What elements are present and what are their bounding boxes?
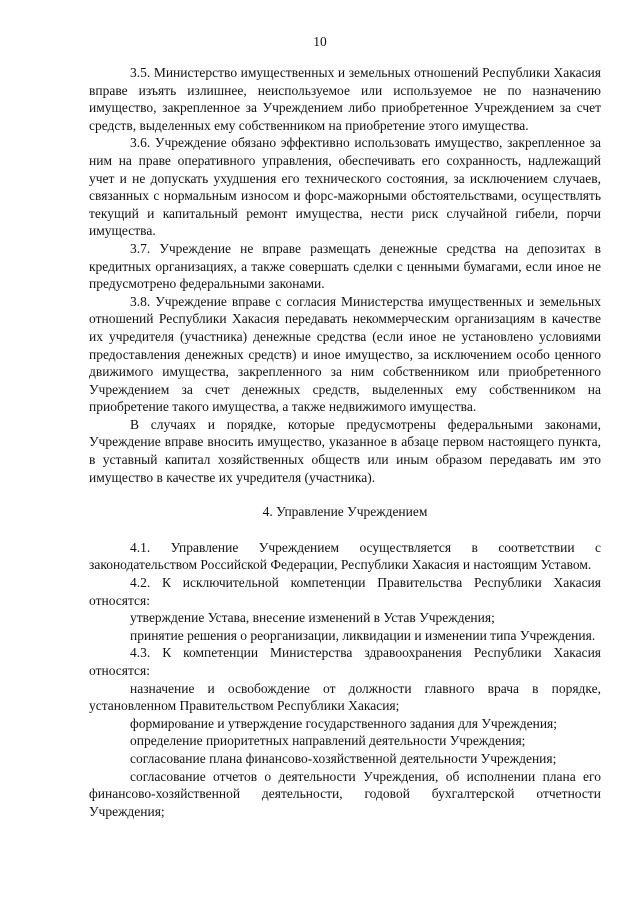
section-title: 4. Управление Учреждением (262, 504, 428, 520)
paragraph-3-6: 3.6. Учреждение обязано эффективно использовать имущество, закрепленное за ним на праве оперативного управления, обеспечивать его сохранность, надлежащий учет и не допускать ухудшения его технического состояния, за исключением случаев, связанных с нормальным износом и форс-мажорными обстоятельствами, осуществлять текущий и капитальный ремонт имущества, нести риск случайной гибели, порчи имущества. (89, 135, 601, 239)
paragraph-3-8-cont: В случаях и порядке, которые предусмотрены федеральными законами, Учреждение вправе вносить имущество, указанное в абзаце первом настоящего пункта, в уставный капитал хозяйственных обществ или иным образом передавать им это имущество в качестве их учредителя (участника). (89, 416, 601, 485)
list-item: формирование и утверждение государственного задания для Учреждения; (130, 715, 558, 731)
list-item: согласование плана финансово-хозяйственной деятельности Учреждения; (130, 750, 557, 766)
list-item: согласование отчетов о деятельности Учреждения, об исполнении плана его финансово-хозяйственной деятельности, годовой бухгалтерской отчетности Учреждения; (89, 768, 601, 819)
paragraph-3-7: 3.7. Учреждение не вправе размещать денежные средства на депозитах в кредитных организациях, а также совершать сделки с ценными бумагами, если иное не предусмотрено федеральными законами. (89, 240, 601, 292)
paragraph-4-3: 4.3. К компетенции Министерства здравоохранения Республики Хакасия относятся: (89, 645, 601, 678)
list-item: утверждение Устава, внесение изменений в Устав Учреждения; (130, 610, 495, 626)
paragraph-3-8: 3.8. Учреждение вправе с согласия Министерства имущественных и земельных отношений Республики Хакасия передавать некоммерческим организациям в качестве их учредителя (участника) денежные средства (если иное не установлено условиями предоставления денежных средств) и иное имущество, за исключением особо ценного движимого имущества, закрепленного за ним собственником или приобретенного Учреждением за счет денежных средств, выделенных ему собственником на приобретение такого имущества, а также недвижимого имущества. (89, 293, 601, 415)
list-item: принятие решения о реорганизации, ликвидации и изменении типа Учреждения. (130, 627, 596, 643)
paragraph-4-2: 4.2. К исключительной компетенции Правительства Республики Хакасия относятся: (89, 575, 601, 608)
page-number: 10 (313, 34, 327, 49)
document-body (89, 64, 601, 820)
paragraph-4-1: 4.1. Управление Учреждением осуществляется в соответствии с законодательством Российской Федерации, Республики Хакасия и настоящим Уставом. (89, 539, 601, 573)
list-item: определение приоритетных направлений деятельности Учреждения; (130, 733, 526, 749)
paragraph-3-5: 3.5. Министерство имущественных и земельных отношений Республики Хакасия вправе изъять излишнее, неиспользуемое или используемое не по назначению имущество, закрепленное за Учреждением либо приобретенное Учреждением за счет средств, выделенных ему собственником на приобретение этого имущества. (89, 65, 601, 133)
list-item: назначение и освобождение от должности главного врача в порядке, установленном Правительством Республики Хакасия; (89, 680, 601, 714)
